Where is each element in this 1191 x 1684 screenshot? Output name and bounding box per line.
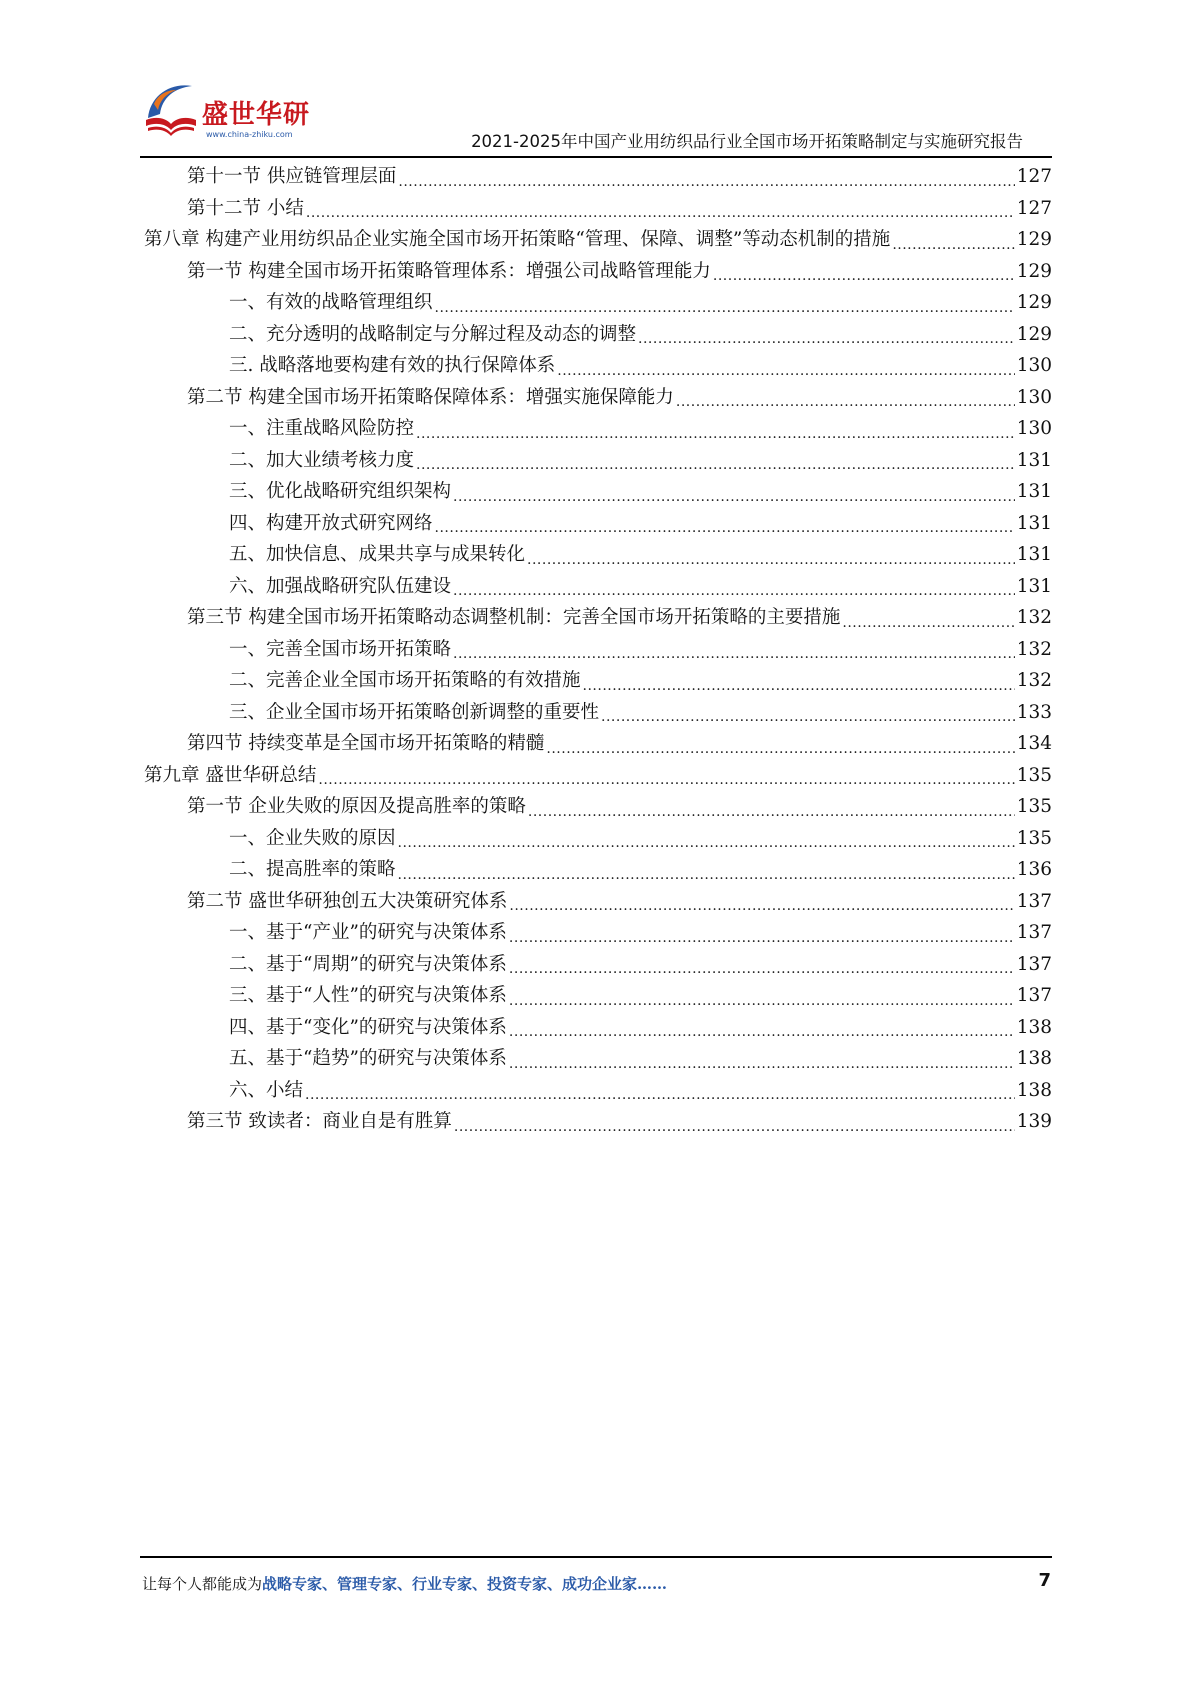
toc-entry[interactable] xyxy=(140,287,1052,319)
toc-entry-page: 132 xyxy=(1016,607,1052,628)
toc-leader-dots xyxy=(713,256,1015,288)
toc-leader-dots xyxy=(676,382,1015,414)
toc-entry-page: 135 xyxy=(1016,764,1052,786)
slogan-prefix: 让每个人都能成为 xyxy=(142,1575,263,1593)
toc-entry-title: 第二节 构建全国市场开拓策略保障体系：增强实施保障能力 xyxy=(187,386,674,408)
toc-leader-dots xyxy=(509,1012,1015,1044)
toc-entry-page: 132 xyxy=(1016,670,1052,691)
toc-entry[interactable] xyxy=(140,854,1052,886)
toc-leader-dots xyxy=(435,508,1015,540)
toc-entry[interactable] xyxy=(140,1012,1052,1044)
toc-leader-dots xyxy=(546,728,1014,760)
toc-entry-title: 三、企业全国市场开拓策略创新调整的重要性 xyxy=(229,701,600,723)
toc-leader-dots xyxy=(892,224,1014,256)
toc-entry[interactable] xyxy=(140,571,1052,603)
toc-entry-title: 第八章 构建产业用纺织品企业实施全国市场开拓策略“管理、保障、调整”等动态机制的措施 xyxy=(144,229,891,250)
toc-entry-title: 第一节 企业失败的原因及提高胜率的策略 xyxy=(187,796,526,817)
header-divider xyxy=(140,156,1052,158)
toc-entry-page: 131 xyxy=(1016,575,1052,597)
toc-entry[interactable] xyxy=(140,256,1052,288)
toc-entry-title: 一、注重战略风险防控 xyxy=(229,418,415,439)
toc-leader-dots xyxy=(557,350,1014,382)
toc-entry-page: 139 xyxy=(1016,1111,1052,1132)
toc-entry-page: 132 xyxy=(1016,638,1052,660)
book-swoosh-icon xyxy=(140,80,202,140)
toc-entry-page: 129 xyxy=(1016,260,1052,282)
footer-slogan xyxy=(142,1573,667,1594)
toc-leader-dots xyxy=(528,791,1015,823)
toc-entry-page: 135 xyxy=(1016,796,1052,817)
toc-entry-page: 138 xyxy=(1016,1079,1052,1101)
toc-entry-title: 第九章 盛世华研总结 xyxy=(144,764,317,786)
toc-entry-page: 137 xyxy=(1016,922,1052,943)
toc-entry-title: 第二节 盛世华研独创五大决策研究体系 xyxy=(187,890,508,912)
toc-entry-page: 136 xyxy=(1016,859,1052,880)
toc-entry-title: 一、企业失败的原因 xyxy=(229,827,396,849)
toc-entry-title: 二、充分透明的战略制定与分解过程及动态的调整 xyxy=(229,323,637,345)
toc-entry[interactable] xyxy=(140,980,1052,1012)
toc-entry-title: 第三节 构建全国市场开拓策略动态调整机制：完善全国市场开拓策略的主要措施 xyxy=(187,607,841,628)
toc-leader-dots xyxy=(509,917,1015,949)
toc-leader-dots xyxy=(509,949,1015,981)
toc-entry-title: 二、提高胜率的策略 xyxy=(229,859,396,880)
toc-entry-title: 三、基于“人性”的研究与决策体系 xyxy=(229,985,507,1006)
table-of-contents xyxy=(140,161,1052,1138)
toc-entry[interactable] xyxy=(140,193,1052,225)
toc-leader-dots xyxy=(509,886,1014,918)
toc-leader-dots xyxy=(583,665,1015,697)
footer-divider xyxy=(140,1556,1052,1558)
toc-leader-dots xyxy=(398,161,1014,193)
toc-entry-title: 第一节 构建全国市场开拓策略管理体系：增强公司战略管理能力 xyxy=(187,260,711,282)
logo-name: 盛世华研 xyxy=(202,100,311,130)
toc-entry-title: 第十一节 供应链管理层面 xyxy=(187,166,397,187)
toc-entry[interactable] xyxy=(140,476,1052,508)
toc-entry-title: 六、小结 xyxy=(229,1079,304,1101)
toc-entry[interactable] xyxy=(140,1075,1052,1107)
toc-leader-dots xyxy=(453,476,1015,508)
toc-entry-title: 第十二节 小结 xyxy=(187,197,304,219)
toc-entry-page: 131 xyxy=(1016,512,1052,534)
toc-entry[interactable] xyxy=(140,728,1052,760)
toc-entry-title: 三、优化战略研究组织架构 xyxy=(229,481,452,502)
toc-leader-dots xyxy=(601,697,1015,729)
toc-entry-title: 一、完善全国市场开拓策略 xyxy=(229,638,452,660)
toc-entry[interactable] xyxy=(140,634,1052,666)
toc-entry[interactable] xyxy=(140,665,1052,697)
toc-entry[interactable] xyxy=(140,917,1052,949)
toc-entry-page: 127 xyxy=(1016,197,1052,219)
toc-entry[interactable] xyxy=(140,539,1052,571)
toc-leader-dots xyxy=(306,193,1015,225)
toc-leader-dots xyxy=(305,1075,1015,1107)
company-logo xyxy=(140,80,330,150)
toc-entry-title: 一、基于“产业”的研究与决策体系 xyxy=(229,922,507,943)
toc-leader-dots xyxy=(318,760,1014,792)
toc-entry-page: 131 xyxy=(1016,481,1052,502)
report-title: 2021-2025年中国产业用纺织品行业全国市场开拓策略制定与实施研究报告 xyxy=(471,132,1023,151)
toc-leader-dots xyxy=(509,980,1015,1012)
toc-entry-title: 第四节 持续变革是全国市场开拓策略的精髓 xyxy=(187,733,545,754)
toc-leader-dots xyxy=(453,634,1015,666)
slogan-emphasis: 战略专家、管理专家、行业专家、投资专家、成功企业家…… xyxy=(262,1575,668,1593)
toc-leader-dots xyxy=(435,287,1015,319)
toc-leader-dots xyxy=(416,413,1015,445)
toc-entry[interactable] xyxy=(140,823,1052,855)
toc-entry-title: 三. 战略落地要构建有效的执行保障体系 xyxy=(229,355,556,376)
toc-entry-title: 第三节 致读者：商业自是有胜算 xyxy=(187,1111,452,1132)
toc-entry-page: 129 xyxy=(1016,229,1052,250)
toc-entry[interactable] xyxy=(140,886,1052,918)
toc-entry-page: 131 xyxy=(1016,544,1052,565)
toc-entry-page: 129 xyxy=(1016,323,1052,345)
toc-entry[interactable] xyxy=(140,161,1052,193)
toc-entry-page: 138 xyxy=(1016,1016,1052,1038)
toc-entry-page: 133 xyxy=(1016,701,1052,723)
toc-entry-title: 二、基于“周期”的研究与决策体系 xyxy=(229,953,507,975)
toc-leader-dots xyxy=(454,1106,1015,1138)
toc-leader-dots xyxy=(527,539,1015,571)
toc-entry-page: 130 xyxy=(1016,355,1052,376)
logo-url: www.china-zhiku.com xyxy=(206,130,293,139)
toc-entry[interactable] xyxy=(140,508,1052,540)
toc-entry[interactable] xyxy=(140,1043,1052,1075)
toc-leader-dots xyxy=(398,823,1015,855)
toc-leader-dots xyxy=(453,571,1015,603)
toc-entry[interactable] xyxy=(140,445,1052,477)
toc-entry-page: 134 xyxy=(1016,733,1052,754)
toc-entry-page: 137 xyxy=(1016,985,1052,1006)
toc-leader-dots xyxy=(509,1043,1015,1075)
toc-entry-title: 六、加强战略研究队伍建设 xyxy=(229,575,452,597)
toc-entry[interactable] xyxy=(140,602,1052,634)
toc-entry-title: 一、有效的战略管理组织 xyxy=(229,292,433,313)
toc-entry-title: 二、完善企业全国市场开拓策略的有效措施 xyxy=(229,670,581,691)
toc-entry[interactable] xyxy=(140,224,1052,256)
toc-entry-page: 131 xyxy=(1016,449,1052,471)
toc-entry-page: 137 xyxy=(1016,953,1052,975)
toc-entry-title: 四、基于“变化”的研究与决策体系 xyxy=(229,1016,507,1038)
toc-entry[interactable] xyxy=(140,949,1052,981)
toc-leader-dots xyxy=(416,445,1015,477)
toc-entry-page: 129 xyxy=(1016,292,1052,313)
toc-leader-dots xyxy=(638,319,1015,351)
toc-entry[interactable] xyxy=(140,697,1052,729)
toc-entry[interactable] xyxy=(140,760,1052,792)
toc-entry-page: 135 xyxy=(1016,827,1052,849)
toc-entry-title: 五、加快信息、成果共享与成果转化 xyxy=(229,544,526,565)
toc-entry[interactable] xyxy=(140,791,1052,823)
page-number: 7 xyxy=(1038,1570,1051,1591)
toc-entry-page: 138 xyxy=(1016,1048,1052,1069)
toc-entry[interactable] xyxy=(140,1106,1052,1138)
toc-entry-title: 五、基于“趋势”的研究与决策体系 xyxy=(229,1048,507,1069)
toc-entry[interactable] xyxy=(140,382,1052,414)
toc-leader-dots xyxy=(842,602,1014,634)
toc-leader-dots xyxy=(398,854,1015,886)
toc-entry[interactable] xyxy=(140,413,1052,445)
toc-entry-title: 四、构建开放式研究网络 xyxy=(229,512,433,534)
toc-entry-page: 130 xyxy=(1016,386,1052,408)
toc-entry[interactable] xyxy=(140,319,1052,351)
toc-entry-page: 137 xyxy=(1016,890,1052,912)
toc-entry-page: 130 xyxy=(1016,418,1052,439)
toc-entry[interactable] xyxy=(140,350,1052,382)
toc-entry-title: 二、加大业绩考核力度 xyxy=(229,449,415,471)
toc-entry-page: 127 xyxy=(1016,166,1052,187)
